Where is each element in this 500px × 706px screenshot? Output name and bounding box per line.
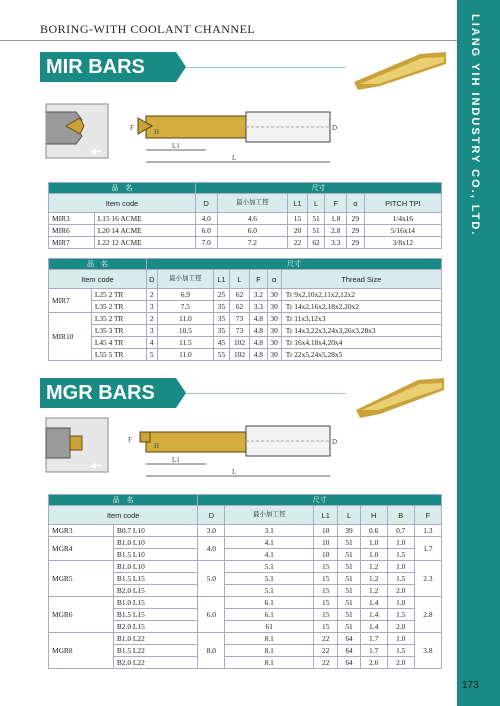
cell-h: 1.0 bbox=[360, 549, 387, 561]
page-number: 173 bbox=[462, 680, 479, 691]
cell-item-code: B2.0 L22 bbox=[113, 657, 197, 669]
cell-item-code: L22 12 ACME bbox=[94, 237, 195, 249]
header-item-code: Item code bbox=[49, 506, 198, 525]
cell-min-bore: 4.1 bbox=[225, 549, 314, 561]
cell-alpha: 30 bbox=[267, 337, 281, 349]
mir-insert-photo bbox=[350, 46, 450, 94]
cell-l1: 20 bbox=[288, 225, 307, 237]
header-d: D bbox=[195, 194, 217, 213]
cell-h: 2.6 bbox=[360, 657, 387, 669]
cell-f: 1.7 bbox=[414, 537, 441, 561]
cell-item-code: B2.0 L15 bbox=[113, 585, 197, 597]
cell-d: 4.0 bbox=[198, 537, 225, 561]
cell-l: 51 bbox=[338, 537, 360, 549]
cell-f: 3.8 bbox=[414, 633, 441, 669]
cell-l: 51 bbox=[338, 621, 360, 633]
cell-b: 1.5 bbox=[387, 609, 414, 621]
cell-b: 2.0 bbox=[387, 621, 414, 633]
table-row bbox=[49, 325, 442, 337]
cell-model: MIR7 bbox=[49, 237, 95, 249]
cell-item-code: B1.0 L10 bbox=[113, 561, 197, 573]
cell-l: 51 bbox=[307, 225, 325, 237]
cell-d: 6.0 bbox=[195, 225, 217, 237]
cell-l: 62 bbox=[229, 301, 249, 313]
cell-min-bore: 5.1 bbox=[225, 561, 314, 573]
cell-model: MIR6 bbox=[49, 225, 95, 237]
cell-item-code: L35 2 TR bbox=[91, 301, 146, 313]
cell-b: 0.7 bbox=[387, 525, 414, 537]
cell-item-code: L25 2 TR bbox=[91, 289, 146, 301]
header-d: D bbox=[146, 270, 157, 289]
cell-min-bore: 11.0 bbox=[157, 313, 214, 325]
cell-d: 3 bbox=[146, 325, 157, 337]
cell-min-bore: 6.1 bbox=[225, 597, 314, 609]
mgr-table-size-header: 尺寸 bbox=[198, 495, 442, 506]
cell-l: 62 bbox=[307, 237, 325, 249]
cell-f: 2.3 bbox=[414, 561, 441, 597]
cell-item-code: L35 3 TR bbox=[91, 325, 146, 337]
header-min-bore: 最小加工徑 bbox=[157, 270, 214, 289]
table-row bbox=[49, 537, 442, 549]
cell-min-bore: 6.9 bbox=[157, 289, 214, 301]
cell-thread-size: Tr 16x4,18x4,20x4 bbox=[281, 337, 441, 349]
cell-f: 1.8 bbox=[325, 213, 347, 225]
header-item-code: Item code bbox=[49, 194, 196, 213]
cell-b: 1.0 bbox=[387, 633, 414, 645]
cell-model: MIR10 bbox=[49, 313, 92, 361]
mgr-dim-l: L bbox=[232, 468, 237, 476]
cell-min-bore: 8.1 bbox=[225, 633, 314, 645]
cell-l1: 15 bbox=[314, 561, 338, 573]
mgr-dim-l1: L1 bbox=[172, 456, 180, 464]
cell-min-bore: 11.5 bbox=[157, 337, 214, 349]
header-f: F bbox=[250, 270, 267, 289]
header-divider bbox=[0, 40, 457, 41]
mir-dim-d: D bbox=[332, 124, 338, 132]
cell-item-code: B2.0 L15 bbox=[113, 621, 197, 633]
cell-min-bore: 4.6 bbox=[217, 213, 288, 225]
svg-text:◀━: ◀━ bbox=[90, 461, 101, 470]
cell-l: 51 bbox=[338, 597, 360, 609]
cell-f: 4.8 bbox=[250, 313, 267, 325]
cell-thread-size: Tr 14x3,22x3,24x3,26x3,28x3 bbox=[281, 325, 441, 337]
mir-dim-f: F bbox=[130, 124, 134, 132]
cell-l1: 10 bbox=[314, 537, 338, 549]
header-f: F bbox=[325, 194, 347, 213]
cell-min-bore: 8.1 bbox=[225, 657, 314, 669]
cell-f: 1.3 bbox=[414, 525, 441, 537]
header-l: L bbox=[307, 194, 325, 213]
table-row bbox=[49, 301, 442, 313]
cell-model: MIR3 bbox=[49, 213, 95, 225]
cell-model: MGR8 bbox=[49, 633, 114, 669]
mir-tr-table bbox=[48, 258, 442, 361]
cell-l: 51 bbox=[338, 585, 360, 597]
mir-banner-line bbox=[186, 67, 346, 68]
cell-d: 2 bbox=[146, 313, 157, 325]
cell-b: 1.0 bbox=[387, 561, 414, 573]
cell-l1: 15 bbox=[314, 597, 338, 609]
cell-b: 1.0 bbox=[387, 537, 414, 549]
table-row bbox=[49, 633, 442, 645]
cell-d: 2 bbox=[146, 289, 157, 301]
cell-l: 51 bbox=[338, 549, 360, 561]
mgr-table-product-header: 品 名 bbox=[49, 495, 198, 506]
cell-min-bore: 6.0 bbox=[217, 225, 288, 237]
cell-d: 7.0 bbox=[195, 237, 217, 249]
cell-d: 3 bbox=[146, 301, 157, 313]
cell-d: 4 bbox=[146, 337, 157, 349]
header-l: L bbox=[338, 506, 360, 525]
cell-min-bore: 7.2 bbox=[217, 237, 288, 249]
cell-l1: 35 bbox=[214, 325, 230, 337]
cell-l: 73 bbox=[229, 313, 249, 325]
cell-l1: 15 bbox=[288, 213, 307, 225]
cell-item-code: L15 16 ACME bbox=[94, 213, 195, 225]
company-name: LIANG YIH INDUSTRY CO., LTD. bbox=[469, 14, 481, 237]
mir-dim-l1: L1 bbox=[172, 142, 180, 150]
cell-min-bore: 11.0 bbox=[157, 349, 214, 361]
cell-d: 5 bbox=[146, 349, 157, 361]
cell-min-bore: 4.1 bbox=[225, 537, 314, 549]
header-pitch-tpi: PITCH TPI bbox=[364, 194, 441, 213]
cell-min-bore: 5.1 bbox=[225, 573, 314, 585]
table-row bbox=[49, 337, 442, 349]
header-alpha: α bbox=[347, 194, 365, 213]
mir-dim-l: L bbox=[232, 154, 237, 162]
cell-pitch-tpi: 1/4x16 bbox=[364, 213, 441, 225]
cell-h: 1.4 bbox=[360, 597, 387, 609]
cell-l1: 35 bbox=[214, 313, 230, 325]
header-item-code: Item code bbox=[49, 270, 147, 289]
cell-h: 1.0 bbox=[360, 537, 387, 549]
cell-l1: 35 bbox=[214, 301, 230, 313]
mgr-table bbox=[48, 494, 442, 669]
mgr-section-title: MGR BARS bbox=[40, 378, 176, 408]
header-min-bore: 最小加工徑 bbox=[225, 506, 314, 525]
cell-l1: 22 bbox=[314, 657, 338, 669]
cell-f: 2.8 bbox=[325, 225, 347, 237]
mir-table1-product-header: 品 名 bbox=[49, 183, 196, 194]
cell-l: 51 bbox=[338, 609, 360, 621]
cell-l: 62 bbox=[229, 289, 249, 301]
mgr-dim-d: D bbox=[332, 438, 338, 446]
cell-item-code: L35 2 TR bbox=[91, 313, 146, 325]
cell-item-code: L45 4 TR bbox=[91, 337, 146, 349]
cell-alpha: 30 bbox=[267, 313, 281, 325]
header-f: F bbox=[414, 506, 441, 525]
cell-thread-size: Tr 11x3,12x3 bbox=[281, 313, 441, 325]
cell-b: 1.5 bbox=[387, 549, 414, 561]
cell-l: 51 bbox=[338, 573, 360, 585]
cell-f: 3.3 bbox=[325, 237, 347, 249]
header-l1: L1 bbox=[314, 506, 338, 525]
mir-section-title: MIR BARS bbox=[40, 52, 176, 82]
mir-dim-h: H bbox=[154, 128, 160, 136]
table-row bbox=[49, 561, 442, 573]
cell-f: 2.8 bbox=[414, 597, 441, 633]
cell-f: 4.8 bbox=[250, 325, 267, 337]
mir-table1-size-header: 尺寸 bbox=[195, 183, 441, 194]
cell-l1: 15 bbox=[314, 573, 338, 585]
table-row bbox=[49, 597, 442, 609]
mgr-banner-line bbox=[186, 393, 346, 394]
cell-model: MGR6 bbox=[49, 597, 114, 633]
cell-b: 1.0 bbox=[387, 597, 414, 609]
cell-l1: 10 bbox=[314, 549, 338, 561]
cell-l1: 22 bbox=[288, 237, 307, 249]
svg-text:◀━: ◀━ bbox=[90, 147, 101, 156]
cell-item-code: L55 5 TR bbox=[91, 349, 146, 361]
cell-alpha: 29 bbox=[347, 213, 365, 225]
cell-pitch-tpi: 3/8x12 bbox=[364, 237, 441, 249]
header-l1: L1 bbox=[288, 194, 307, 213]
cell-l: 64 bbox=[338, 657, 360, 669]
cell-model: MGR3 bbox=[49, 525, 114, 537]
cell-h: 1.7 bbox=[360, 645, 387, 657]
cell-l: 51 bbox=[338, 561, 360, 573]
cell-item-code: B1.5 L15 bbox=[113, 573, 197, 585]
cell-d: 3.0 bbox=[198, 525, 225, 537]
cell-l: 51 bbox=[307, 213, 325, 225]
header-h: H bbox=[360, 506, 387, 525]
mgr-banner-arrow bbox=[176, 378, 186, 408]
cell-l1: 15 bbox=[314, 621, 338, 633]
mir-table2-product-header: 品 名 bbox=[49, 259, 147, 270]
mir-acme-table bbox=[48, 182, 442, 249]
table-row bbox=[49, 225, 442, 237]
cell-h: 0.6 bbox=[360, 525, 387, 537]
cell-b: 2.0 bbox=[387, 585, 414, 597]
cell-d: 8.0 bbox=[198, 633, 225, 669]
header-thread-size: Thread Size bbox=[281, 270, 441, 289]
cell-d: 6.0 bbox=[198, 597, 225, 633]
cell-alpha: 30 bbox=[267, 349, 281, 361]
cell-l: 39 bbox=[338, 525, 360, 537]
table-row bbox=[49, 289, 442, 301]
cell-l1: 10 bbox=[314, 525, 338, 537]
mgr-bar-diagram bbox=[46, 418, 336, 484]
cell-f: 4.8 bbox=[250, 349, 267, 361]
cell-d: 4.0 bbox=[195, 213, 217, 225]
cell-item-code: B1.0 L22 bbox=[113, 633, 197, 645]
table-row bbox=[49, 313, 442, 325]
table-row bbox=[49, 525, 442, 537]
cell-f: 3.3 bbox=[250, 301, 267, 313]
cell-l1: 45 bbox=[214, 337, 230, 349]
header-d: D bbox=[198, 506, 225, 525]
cell-thread-size: Tr 9x2,10x2,11x2,12x2 bbox=[281, 289, 441, 301]
cell-min-bore: 6.1 bbox=[225, 609, 314, 621]
cell-h: 1.2 bbox=[360, 585, 387, 597]
cell-l: 73 bbox=[229, 325, 249, 337]
cell-l1: 25 bbox=[214, 289, 230, 301]
cell-b: 2.0 bbox=[387, 657, 414, 669]
header-min-bore: 最小加工徑 bbox=[217, 194, 288, 213]
cell-thread-size: Tr 22x5,24x5,28x5 bbox=[281, 349, 441, 361]
cell-thread-size: Tr 14x2,16x2,18x2,20x2 bbox=[281, 301, 441, 313]
cell-h: 1.2 bbox=[360, 561, 387, 573]
mgr-insert-photo bbox=[352, 372, 448, 420]
cell-l1: 15 bbox=[314, 609, 338, 621]
cell-min-bore: 3.1 bbox=[225, 525, 314, 537]
cell-pitch-tpi: 5/16x14 bbox=[364, 225, 441, 237]
header-alpha: α bbox=[267, 270, 281, 289]
cell-item-code: B0.7 L10 bbox=[113, 525, 197, 537]
cell-item-code: L20 14 ACME bbox=[94, 225, 195, 237]
cell-l1: 22 bbox=[314, 645, 338, 657]
cell-item-code: B1.5 L22 bbox=[113, 645, 197, 657]
cell-l1: 15 bbox=[314, 585, 338, 597]
cell-h: 1.2 bbox=[360, 573, 387, 585]
cell-item-code: B1.5 L10 bbox=[113, 549, 197, 561]
cell-model: MGR4 bbox=[49, 537, 114, 561]
cell-min-bore: 5.1 bbox=[225, 585, 314, 597]
cell-l: 102 bbox=[229, 349, 249, 361]
table-row bbox=[49, 237, 442, 249]
mir-bar-diagram bbox=[46, 104, 336, 170]
cell-min-bore: 10.5 bbox=[157, 325, 214, 337]
cell-h: 1.7 bbox=[360, 633, 387, 645]
cell-h: 1.4 bbox=[360, 609, 387, 621]
cell-model: MIR7 bbox=[49, 289, 92, 313]
cell-min-bore: 8.1 bbox=[225, 645, 314, 657]
cell-min-bore: 7.5 bbox=[157, 301, 214, 313]
cell-item-code: B1.0 L10 bbox=[113, 537, 197, 549]
cell-alpha: 30 bbox=[267, 325, 281, 337]
mir-banner-arrow bbox=[176, 52, 186, 82]
cell-f: 4.8 bbox=[250, 337, 267, 349]
header-b: B bbox=[387, 506, 414, 525]
cell-h: 1.4 bbox=[360, 621, 387, 633]
cell-min-bore: 61 bbox=[225, 621, 314, 633]
cell-item-code: B1.0 L15 bbox=[113, 597, 197, 609]
cell-item-code: B1.5 L15 bbox=[113, 609, 197, 621]
cell-alpha: 30 bbox=[267, 289, 281, 301]
mir-table2-size-header: 尺寸 bbox=[146, 259, 441, 270]
table-row bbox=[49, 349, 442, 361]
cell-b: 1.5 bbox=[387, 645, 414, 657]
table-row bbox=[49, 213, 442, 225]
cell-l: 102 bbox=[229, 337, 249, 349]
cell-l: 64 bbox=[338, 633, 360, 645]
header-l: L bbox=[229, 270, 249, 289]
cell-d: 5.0 bbox=[198, 561, 225, 597]
category-title: BORING-WITH COOLANT CHANNEL bbox=[40, 22, 256, 36]
cell-alpha: 30 bbox=[267, 301, 281, 313]
cell-alpha: 29 bbox=[347, 237, 365, 249]
cell-alpha: 29 bbox=[347, 225, 365, 237]
cell-b: 1.5 bbox=[387, 573, 414, 585]
mgr-dim-h: H bbox=[154, 442, 160, 450]
cell-model: MGR5 bbox=[49, 561, 114, 597]
header-l1: L1 bbox=[214, 270, 230, 289]
mgr-dim-f: F bbox=[128, 436, 132, 444]
cell-l1: 55 bbox=[214, 349, 230, 361]
cell-l1: 22 bbox=[314, 633, 338, 645]
cell-l: 64 bbox=[338, 645, 360, 657]
cell-f: 3.2 bbox=[250, 289, 267, 301]
